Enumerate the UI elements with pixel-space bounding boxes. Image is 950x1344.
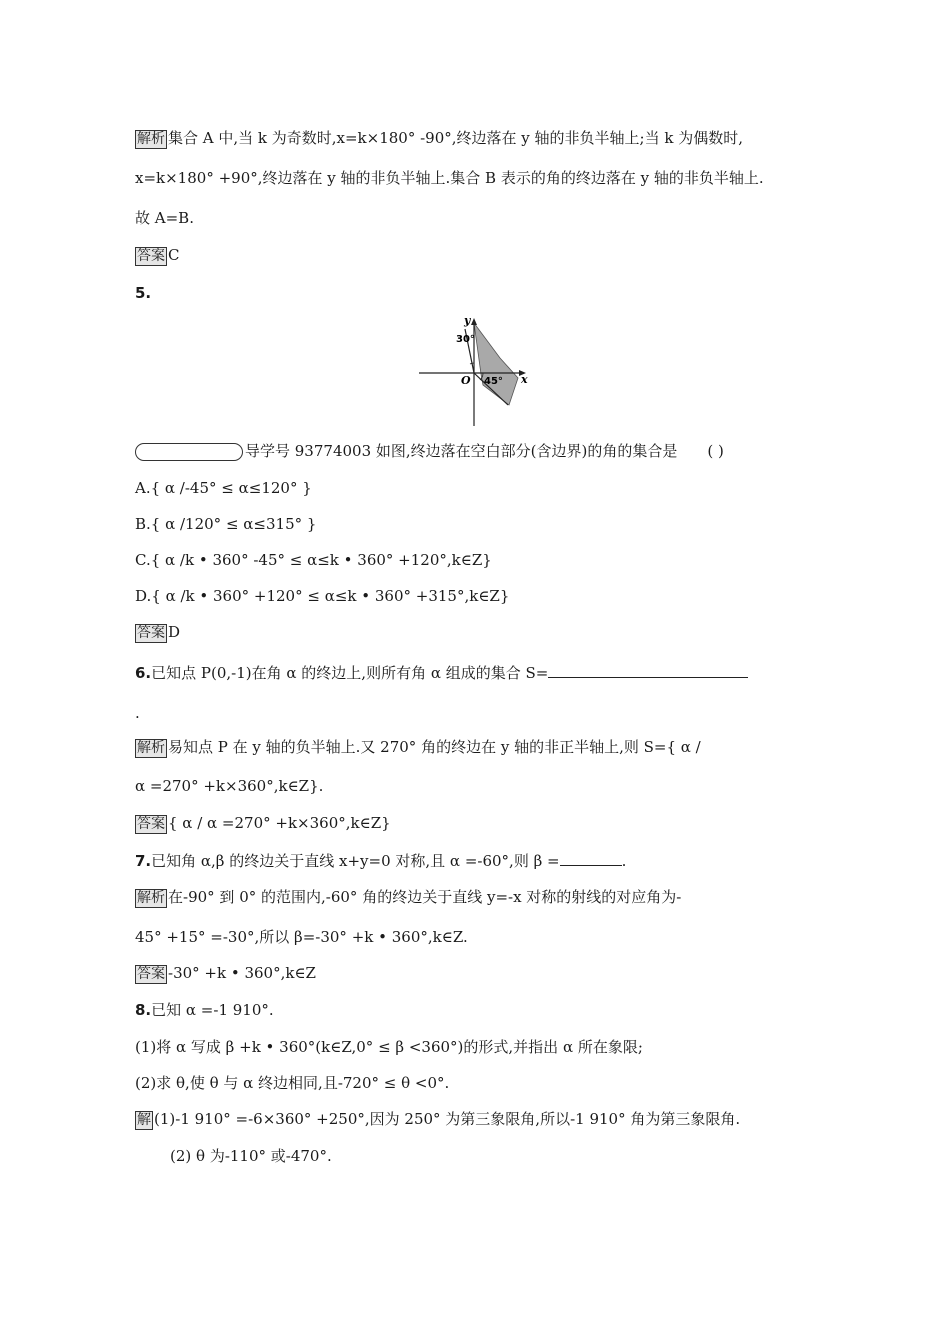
q7-analysis-text-1: 在-90° 到 0° 的范围内,-60° 角的终边关于直线 y=-x 对称的射线的对应角为- — [168, 888, 682, 906]
q7-stem: 已知角 α,β 的终边关于直线 x+y=0 对称,且 α =-60°,则 β = — [151, 852, 560, 870]
q8-stem-line — [135, 1000, 274, 1020]
q8-solution-line-1 — [135, 1109, 740, 1130]
y-axis-label: y — [464, 314, 471, 327]
q6-stem: 已知点 P(0,-1)在角 α 的终边上,则所有角 α 组成的集合 S= — [151, 664, 549, 682]
answer-tag: 答案 — [137, 248, 165, 264]
analysis-tag: 解析 — [137, 131, 165, 147]
q7-number: 7. — [135, 852, 152, 870]
q5-stem-line — [135, 441, 724, 461]
q4-analysis-line-1 — [135, 128, 743, 149]
q6-period: . — [135, 704, 140, 722]
q7-answer-line — [135, 963, 316, 984]
q8-part-1: (1)将 α 写成 β +k • 360°(k∈Z,0° ≤ β <360°)的形式,并指出 α 所在象限; — [135, 1038, 643, 1056]
answer-tag: 答案 — [137, 816, 165, 832]
q4-analysis-line-3: 故 A=B. — [135, 209, 194, 227]
q8-solution-text-1: (1)-1 910° =-6×360° +250°,因为 250° 为第三象限角,所以-1 910° 角为第三象限角. — [154, 1110, 741, 1128]
q8-solution-line-2: (2) θ 为-110° 或-470°. — [170, 1147, 332, 1165]
q5-option-c: C.{ α /k • 360° -45° ≤ α≤k • 360° +120°,k∈Z} — [135, 551, 492, 569]
solution-tag: 解 — [137, 1112, 151, 1128]
q8-part-2: (2)求 θ,使 θ 与 α 终边相同,且-720° ≤ θ <0°. — [135, 1074, 450, 1092]
origin-label: O — [461, 374, 471, 387]
angle-45-label: 45° — [484, 376, 503, 387]
q5-answer: D — [168, 623, 181, 641]
q6-analysis-line-1 — [135, 737, 701, 758]
analysis-tag: 解析 — [137, 740, 165, 756]
q7-analysis-line-1 — [135, 887, 681, 908]
angle-30-label: 30° — [456, 334, 475, 345]
x-axis-label: x — [521, 373, 528, 386]
q5-option-b: B.{ α /120° ≤ α≤315° } — [135, 515, 317, 533]
answer-tag: 答案 — [137, 966, 165, 982]
analysis-tag: 解析 — [137, 890, 165, 906]
q4-answer: C — [168, 246, 180, 264]
q4-analysis-text-1: 集合 A 中,当 k 为奇数时,x=k×180° -90°,终边落在 y 轴的非负半轴上;当 k 为偶数时, — [168, 129, 743, 147]
q5-option-a: A.{ α /-45° ≤ α≤120° } — [135, 479, 312, 497]
q6-analysis-text-1: 易知点 P 在 y 轴的负半轴上.又 270° 角的终边在 y 轴的非正半轴上,则 S={ α / — [168, 738, 701, 756]
q7-analysis-line-2: 45° +15° =-30°,所以 β=-30° +k • 360°,k∈Z. — [135, 928, 468, 946]
q5-answer-line — [135, 622, 180, 643]
angle-figure — [418, 312, 533, 430]
q8-number: 8. — [135, 1001, 152, 1019]
q6-stem-line — [135, 662, 748, 683]
q7-answer-blank — [560, 850, 622, 866]
shaded-region — [474, 323, 518, 405]
q7-stem-line — [135, 850, 626, 871]
q5-number: 5. — [135, 284, 152, 302]
q6-number: 6. — [135, 664, 152, 682]
source-badge — [135, 443, 243, 461]
q5-option-d: D.{ α /k • 360° +120° ≤ α≤k • 360° +315°,k∈Z} — [135, 587, 510, 605]
q6-analysis-line-2: α =270° +k×360°,k∈Z}. — [135, 777, 324, 795]
q4-answer-line — [135, 245, 179, 266]
q6-answer-blank — [548, 662, 748, 678]
q7-period: . — [621, 852, 627, 870]
y-axis-arrow — [471, 318, 477, 325]
q4-analysis-line-2: x=k×180° +90°,终边落在 y 轴的非负半轴上.集合 B 表示的角的终边落在 y 轴的非负半轴上. — [135, 169, 764, 187]
q8-stem: 已知 α =-1 910°. — [151, 1001, 274, 1019]
q5-answer-paren: ( ) — [707, 442, 724, 460]
q5-stem: 导学号 93774003 如图,终边落在空白部分(含边界)的角的集合是 — [245, 442, 678, 460]
answer-tag: 答案 — [137, 625, 165, 641]
q7-answer: -30° +k • 360°,k∈Z — [168, 964, 316, 982]
q6-answer-line — [135, 813, 391, 834]
q6-answer: { α / α =270° +k×360°,k∈Z} — [168, 814, 391, 832]
